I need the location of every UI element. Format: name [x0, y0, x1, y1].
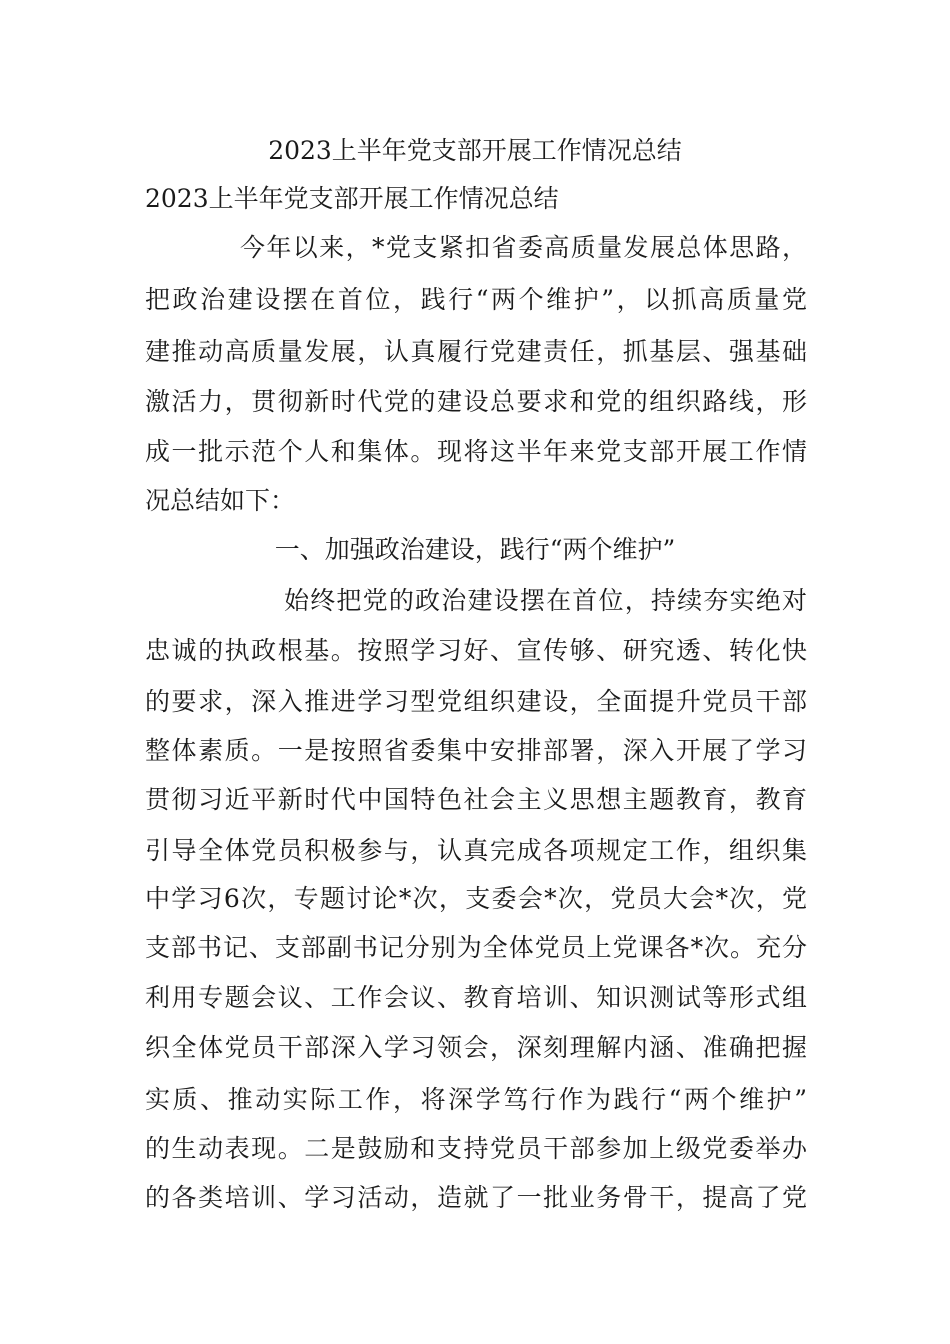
intro-line-1: 今年以来，*党支紧扣省委高质量发展总体思路， — [240, 233, 807, 262]
section-1-line-10: 织全体党员干部深入学习领会，深刻理解内涵、准确把握 — [145, 1033, 807, 1062]
document-subtitle: 2023上半年党支部开展工作情况总结 — [145, 184, 559, 213]
section-1-line-9: 利用专题会议、工作会议、教育培训、知识测试等形式组 — [145, 983, 807, 1012]
document-title: 2023上半年党支部开展工作情况总结 — [268, 136, 682, 165]
intro-line-5: 成一批示范个人和集体。现将这半年来党支部开展工作情 — [145, 437, 807, 466]
section-1-line-4: 整体素质。一是按照省委集中安排部署，深入开展了学习 — [145, 736, 807, 765]
section-1-line-5: 贯彻习近平新时代中国特色社会主义思想主题教育，教育 — [145, 785, 807, 814]
section-1-line-1: 始终把党的政治建设摆在首位，持续夯实绝对 — [284, 586, 807, 615]
section-1-line-8: 支部书记、支部副书记分别为全体党员上党课各*次。充分 — [145, 933, 807, 962]
intro-line-2: 把政治建设摆在首位，践行“两个维护”，以抓高质量党 — [145, 285, 807, 314]
section-1-line-6: 引导全体党员积极参与，认真完成各项规定工作，组织集 — [145, 836, 807, 865]
section-1-line-13: 的各类培训、学习活动，造就了一批业务骨干，提高了党 — [145, 1183, 807, 1212]
section-1-line-2: 忠诚的执政根基。按照学习好、宣传够、研究透、转化快 — [145, 636, 807, 665]
section-1-line-12: 的生动表现。二是鼓励和支持党员干部参加上级党委举办 — [145, 1134, 807, 1163]
section-1-heading: 一、加强政治建设，践行“两个维护” — [274, 535, 676, 564]
intro-line-6: 况总结如下： — [145, 486, 296, 515]
intro-line-3: 建推动高质量发展，认真履行党建责任，抓基层、强基础 — [145, 337, 807, 366]
section-1-line-3: 的要求，深入推进学习型党组织建设，全面提升党员干部 — [145, 687, 807, 716]
section-1-line-11: 实质、推动实际工作，将深学笃行作为践行“两个维护” — [145, 1085, 807, 1114]
intro-line-4: 激活力，贯彻新时代党的建设总要求和党的组织路线，形 — [145, 387, 807, 416]
section-1-line-7: 中学习6次，专题讨论*次，支委会*次，党员大会*次，党 — [145, 884, 807, 913]
